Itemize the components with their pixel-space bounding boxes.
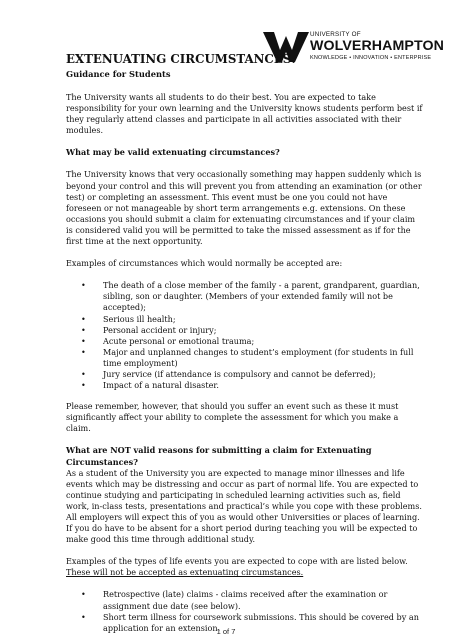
valid-circumstances-heading: What may be valid extenuating circumstances? [66, 147, 280, 158]
list-item: • The death of a close member of the family - a parent, grandparent, guardian, sibling, son or daughter. (Members of your extended family will not be accepted); [103, 280, 424, 313]
logo-tagline: KNOWLEDGE • INNOVATION • ENTERPRISE [310, 55, 432, 61]
document-body [66, 52, 424, 644]
not-valid-reasons-heading: What are NOT valid reasons for submitting a claim for Extenuating Circumstances? [66, 445, 372, 467]
list-item: • Jury service (if attendance is compulsory and cannot be deferred); [103, 369, 424, 380]
list-item: • Personal accident or injury; [103, 325, 424, 336]
list-item: • Major and unplanned changes to student’s employment (for students in full time employment) [103, 347, 424, 369]
valid-circumstances-paragraph: The University knows that very occasionally something may happen suddenly which is beyond your control and this will prevent you from attending an examination (or other test) or completing an assessment. This event must be one you could not have foreseen or not manageable by short term arrangements e.g. extensions. On these occasions you should submit a claim for extenuating circumstances and if your claim is considered valid you will be permitted to take the missed assessment as if for the first time at the next opportunity. [66, 169, 422, 247]
document-title: EXTENUATING CIRCUMSTANCES: [66, 52, 296, 66]
list-item: • Impact of a natural disaster. [103, 380, 424, 391]
not-valid-reasons-paragraph: As a student of the University you are expected to manage minor illnesses and life events which may be distressing and occur as part of normal life. You are expected to continue studying and participating in scheduled learning activities such as, field work, in-class tests, presentations and practical’s while you cope with these problems. All employers will expect this of you as would other Universities or places of learning. If you do have to be absent for a short period during teaching you will be expected to make good this time through additional study. [66, 467, 422, 545]
accepted-examples-intro: Examples of circumstances which would normally be accepted are: [66, 258, 343, 269]
logo-university-of: UNIVERSITY OF [310, 31, 361, 38]
document-subtitle: Guidance for Students [66, 69, 171, 79]
not-accepted-intro-text: Examples of the types of life events you are expected to cope with are listed below. [66, 556, 408, 567]
remember-paragraph: Please remember, however, that should you suffer an event such as these it must significantly affect your ability to complete the assessment for which you make a claim. [66, 401, 399, 434]
list-item: • Acute personal or emotional trauma; [103, 336, 424, 347]
logo-wolverhampton: WOLVERHAMPTON [310, 38, 444, 54]
list-item: • Retrospective (late) claims - claims received after the examination or assignment due date (see below). [103, 589, 424, 611]
intro-paragraph: The University wants all students to do their best. You are expected to take responsibility for your own learning and the University knows students perform best if they regularly attend classes and participate in all activities associated with their modules. [66, 92, 423, 136]
not-accepted-examples-intro [66, 556, 424, 578]
list-item: • Short term illness for coursework submissions. This should be covered by an application for an extension. [103, 612, 424, 634]
list-item: • Serious ill health; [103, 314, 424, 325]
not-accepted-warning: These will not be accepted as extenuating circumstances. [66, 567, 304, 578]
page-number: 1 of 7 [216, 627, 236, 636]
accepted-examples-list [66, 280, 424, 391]
